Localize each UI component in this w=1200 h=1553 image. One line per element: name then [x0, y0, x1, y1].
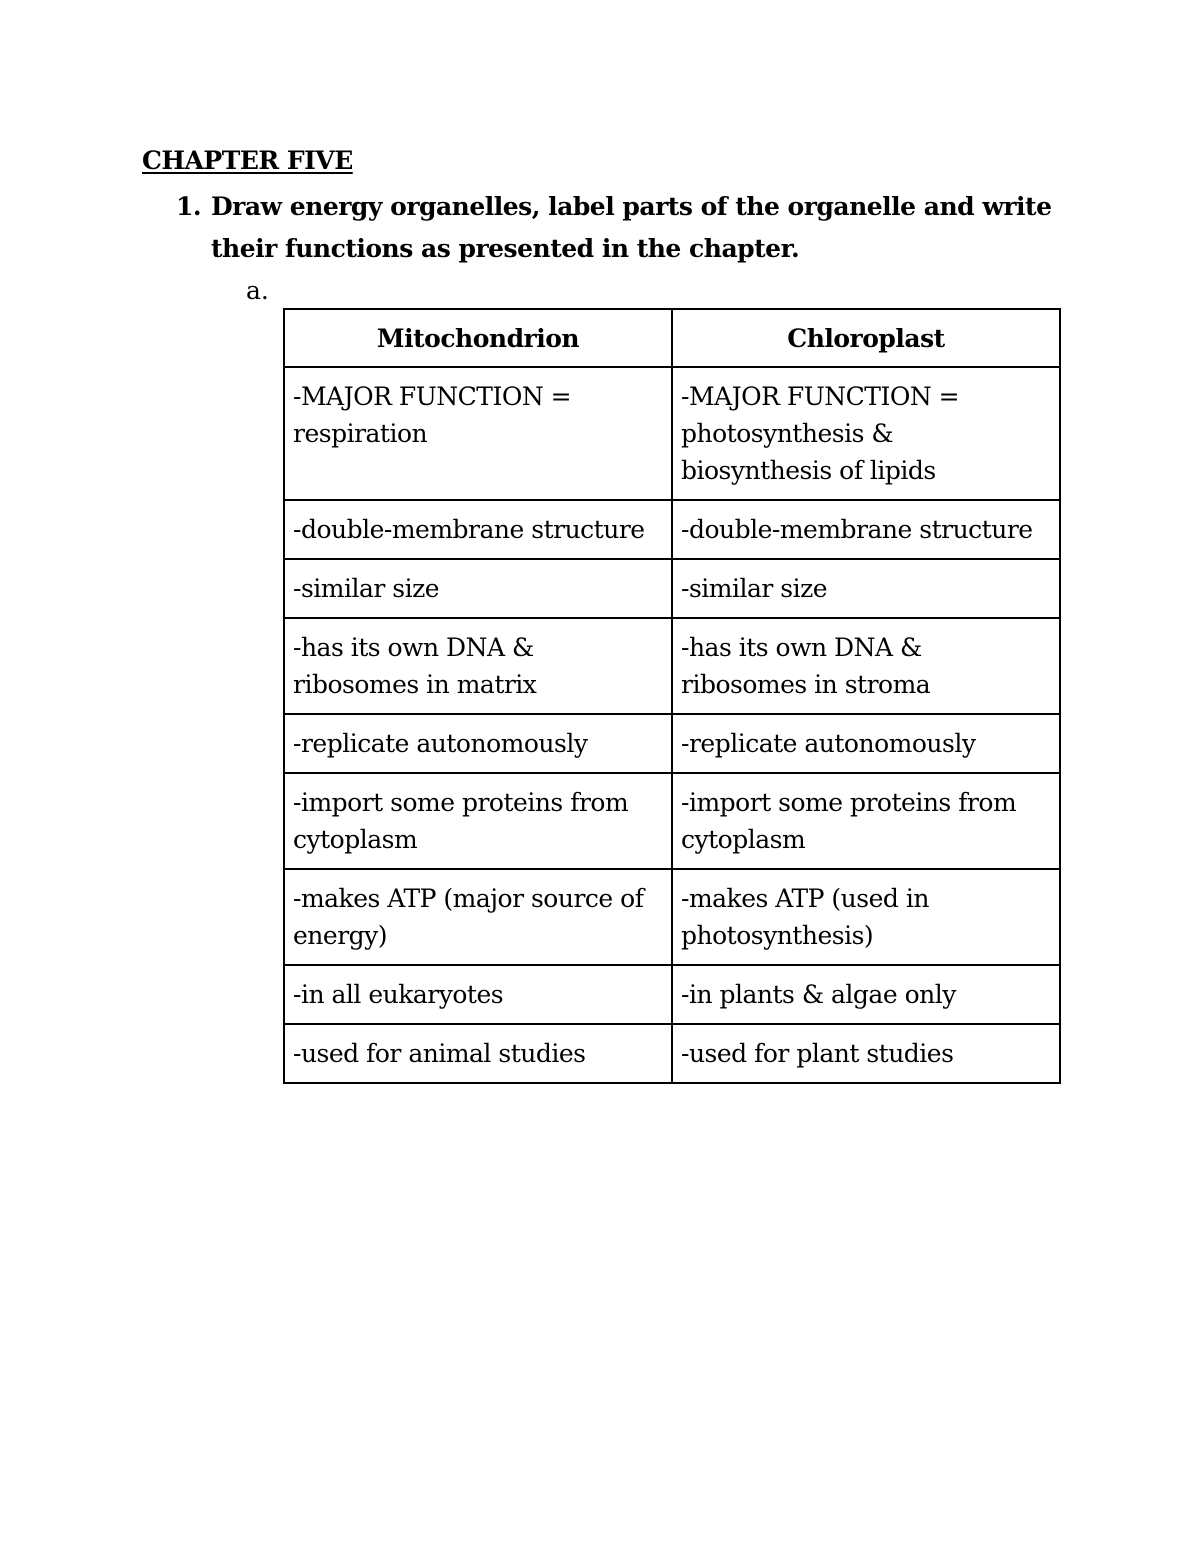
- table-cell: -used for plant studies: [672, 1024, 1060, 1083]
- table-row: [284, 367, 1060, 500]
- column-header-mitochondrion: Mitochondrion: [284, 309, 672, 367]
- table-cell: -import some proteins from cytoplasm: [284, 773, 672, 869]
- table-cell: -replicate autonomously: [672, 714, 1060, 773]
- question-text: Draw energy organelles, label parts of the organelle and write their functions as presented in the chapter.: [211, 192, 1052, 263]
- question: [176, 186, 1076, 270]
- table-row: [284, 869, 1060, 965]
- table-cell: -MAJOR FUNCTION = photosynthesis & biosynthesis of lipids: [672, 367, 1060, 500]
- sub-item-label: a.: [246, 276, 269, 305]
- table-cell: -in plants & algae only: [672, 965, 1060, 1024]
- comparison-table: [283, 308, 1061, 1084]
- table-cell: -has its own DNA & ribosomes in matrix: [284, 618, 672, 714]
- table-cell: -in all eukaryotes: [284, 965, 672, 1024]
- table-cell: -double-membrane structure: [284, 500, 672, 559]
- table-cell: -double-membrane structure: [672, 500, 1060, 559]
- table-cell: -similar size: [672, 559, 1060, 618]
- table-row: [284, 500, 1060, 559]
- table-cell: -used for animal studies: [284, 1024, 672, 1083]
- column-header-chloroplast: Chloroplast: [672, 309, 1060, 367]
- table-row: [284, 559, 1060, 618]
- table-cell: -similar size: [284, 559, 672, 618]
- page-heading: CHAPTER FIVE: [142, 146, 353, 175]
- table-header-row: [284, 309, 1060, 367]
- table-cell: -MAJOR FUNCTION = respiration: [284, 367, 672, 500]
- table-cell: -makes ATP (used in photosynthesis): [672, 869, 1060, 965]
- table-row: [284, 618, 1060, 714]
- table-row: [284, 773, 1060, 869]
- question-number: 1.: [176, 192, 202, 221]
- table-cell: -import some proteins from cytoplasm: [672, 773, 1060, 869]
- table-cell: -has its own DNA & ribosomes in stroma: [672, 618, 1060, 714]
- table-row: [284, 714, 1060, 773]
- table-cell: -replicate autonomously: [284, 714, 672, 773]
- table-cell: -makes ATP (major source of energy): [284, 869, 672, 965]
- table-row: [284, 1024, 1060, 1083]
- table-row: [284, 965, 1060, 1024]
